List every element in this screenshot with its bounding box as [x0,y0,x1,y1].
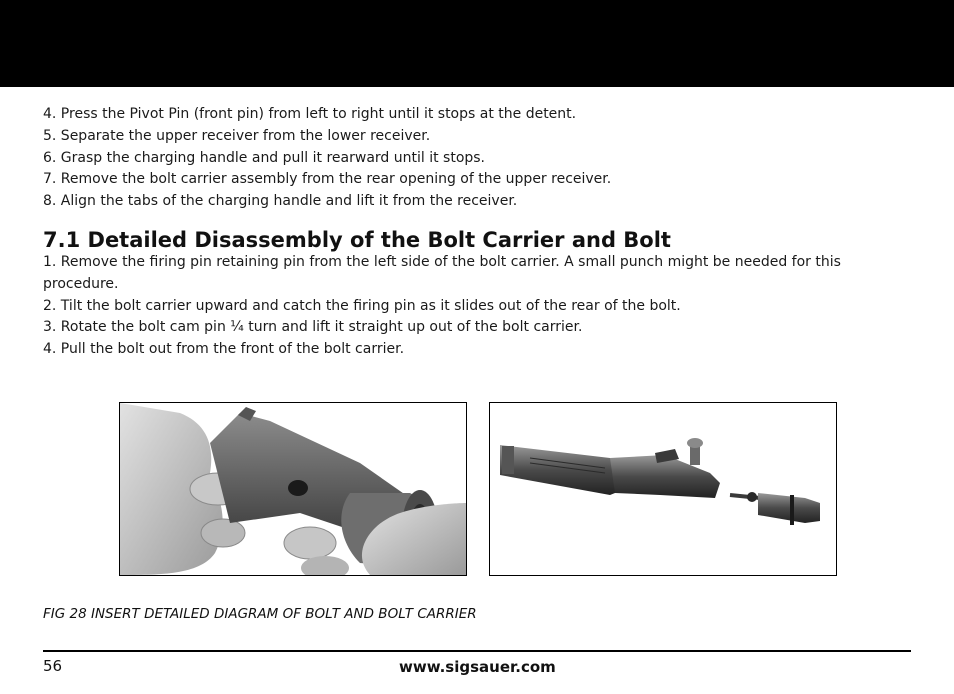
step-text: 1. Remove the firing pin retaining pin from the left side of the bolt carrier. A small punch might be needed for this [43,253,841,270]
step-text: 6. Grasp the charging handle and pull it rearward until it stops. [43,149,486,166]
figure-caption: FIG 28 INSERT DETAILED DIAGRAM OF BOLT AND BOLT CARRIER [43,606,477,622]
step-text: 4. Press the Pivot Pin (front pin) from left to right until it stops at the detent. [43,106,577,122]
step-text: 8. Align the tabs of the charging handle and lift it from the receiver. [43,193,518,210]
bolt-carrier-diagram [489,402,837,576]
header-bar [0,0,954,87]
section-heading: 7.1 Detailed Disassembly of the Bolt Carrier and Bolt [43,227,671,252]
step-text: 7. Remove the bolt carrier assembly from the rear opening of the upper receiver. [43,171,612,188]
step-text: 3. Rotate the bolt cam pin ¼ turn and lift it straight up out of the bolt carrier. [43,319,583,336]
page-number: 56 [43,657,63,675]
footer-url[interactable]: www.sigsauer.com [399,658,556,676]
step-text: 4. Pull the bolt out from the front of the bolt carrier. [43,341,405,358]
step-text: procedure. [43,275,119,292]
step-text: 2. Tilt the bolt carrier upward and catch the firing pin as it slides out of the rear of the bolt. [43,297,681,314]
page-content [43,104,883,361]
bolt-removal-photo [119,402,467,576]
step-text: 5. Separate the upper receiver from the lower receiver. [43,127,431,144]
footer-rule [43,650,911,652]
